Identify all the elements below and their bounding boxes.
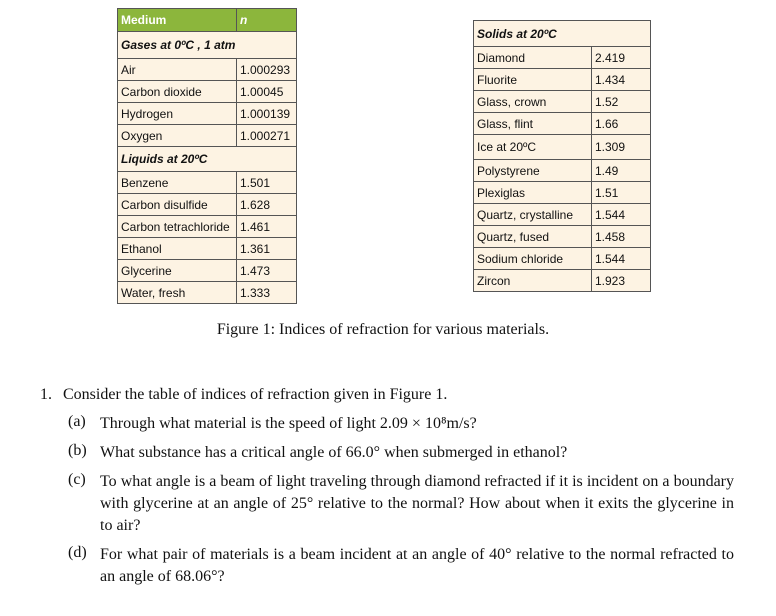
medium-cell: Carbon disulfide: [118, 194, 237, 216]
medium-cell: Quartz, fused: [474, 226, 592, 248]
table-row: [474, 226, 651, 248]
medium-cell: Carbon dioxide: [118, 81, 237, 103]
part-c-text: To what angle is a beam of light traveling through diamond refracted if it is incident on a boundary with glycerine at an angle of 25° relative to the normal? How about when it exits the glycerine in to air?: [100, 473, 734, 534]
table-row: [474, 91, 651, 113]
medium-cell: Polystyrene: [474, 160, 592, 182]
table-row: [118, 216, 297, 238]
table-row: [474, 248, 651, 270]
table-row: [474, 69, 651, 91]
table-row: [118, 59, 297, 81]
index-cell: 1.923: [592, 270, 651, 292]
medium-cell: Zircon: [474, 270, 592, 292]
question-number: 1.: [40, 386, 52, 403]
table-row: [474, 113, 651, 135]
part-b-label: (b): [68, 442, 87, 459]
index-cell: 1.544: [592, 248, 651, 270]
part-d-label: (d): [68, 544, 87, 561]
medium-cell: Glass, flint: [474, 113, 592, 135]
table-row: [474, 160, 651, 182]
section-gases: Gases at 0ºC , 1 atm: [118, 32, 297, 59]
figure-caption: Figure 1: Indices of refraction for various materials.: [216, 321, 550, 338]
medium-cell: Air: [118, 59, 237, 81]
medium-cell: Sodium chloride: [474, 248, 592, 270]
medium-cell: Water, fresh: [118, 282, 237, 304]
medium-cell: Benzene: [118, 172, 237, 194]
table-row: [118, 282, 297, 304]
index-cell: 1.461: [237, 216, 297, 238]
index-cell: 1.458: [592, 226, 651, 248]
medium-cell: Quartz, crystalline: [474, 204, 592, 226]
refraction-table-gases-liquids: [117, 8, 297, 304]
table-row: [474, 270, 651, 292]
question-text: Consider the table of indices of refraction given in Figure 1.: [63, 386, 448, 403]
part-a-text: Through what material is the speed of light 2.09 × 10⁸m/s?: [100, 415, 477, 432]
header-medium: Medium: [118, 9, 237, 32]
section-solids: Solids at 20ºC: [474, 21, 651, 47]
index-cell: 1.473: [237, 260, 297, 282]
index-cell: 1.501: [237, 172, 297, 194]
section-liquids: Liquids at 20ºC: [118, 147, 297, 172]
index-cell: 1.544: [592, 204, 651, 226]
medium-cell: Glycerine: [118, 260, 237, 282]
table-row: [474, 47, 651, 69]
table-row: [474, 182, 651, 204]
medium-cell: Fluorite: [474, 69, 592, 91]
part-c-label: (c): [68, 471, 86, 488]
table-row: [118, 260, 297, 282]
part-b-text: What substance has a critical angle of 66.0° when submerged in ethanol?: [100, 444, 568, 461]
table-row: [118, 125, 297, 147]
table-row: [118, 172, 297, 194]
part-a-label: (a): [68, 413, 86, 430]
index-cell: 1.434: [592, 69, 651, 91]
medium-cell: Diamond: [474, 47, 592, 69]
index-cell: 1.52: [592, 91, 651, 113]
medium-cell: Hydrogen: [118, 103, 237, 125]
refraction-table-solids: [473, 20, 651, 292]
medium-cell: Plexiglas: [474, 182, 592, 204]
index-cell: 1.000271: [237, 125, 297, 147]
index-cell: 1.000293: [237, 59, 297, 81]
index-cell: 1.000139: [237, 103, 297, 125]
index-cell: 1.51: [592, 182, 651, 204]
part-d-text: For what pair of materials is a beam incident at an angle of 40° relative to the normal refracted to an angle of 68.06°?: [100, 546, 734, 585]
index-cell: 1.309: [592, 135, 651, 160]
table-row: [118, 103, 297, 125]
table-row: [118, 194, 297, 216]
index-cell: 1.00045: [237, 81, 297, 103]
medium-cell: Oxygen: [118, 125, 237, 147]
table-row: [474, 135, 651, 160]
index-cell: 1.628: [237, 194, 297, 216]
table-row: [118, 81, 297, 103]
index-cell: 2.419: [592, 47, 651, 69]
table-row: [118, 238, 297, 260]
table-row: [474, 204, 651, 226]
index-cell: 1.333: [237, 282, 297, 304]
index-cell: 1.66: [592, 113, 651, 135]
index-cell: 1.361: [237, 238, 297, 260]
index-cell: 1.49: [592, 160, 651, 182]
medium-cell: Glass, crown: [474, 91, 592, 113]
medium-cell: Ice at 20ºC: [474, 135, 592, 160]
header-n: n: [237, 9, 297, 32]
medium-cell: Carbon tetrachloride: [118, 216, 237, 238]
medium-cell: Ethanol: [118, 238, 237, 260]
